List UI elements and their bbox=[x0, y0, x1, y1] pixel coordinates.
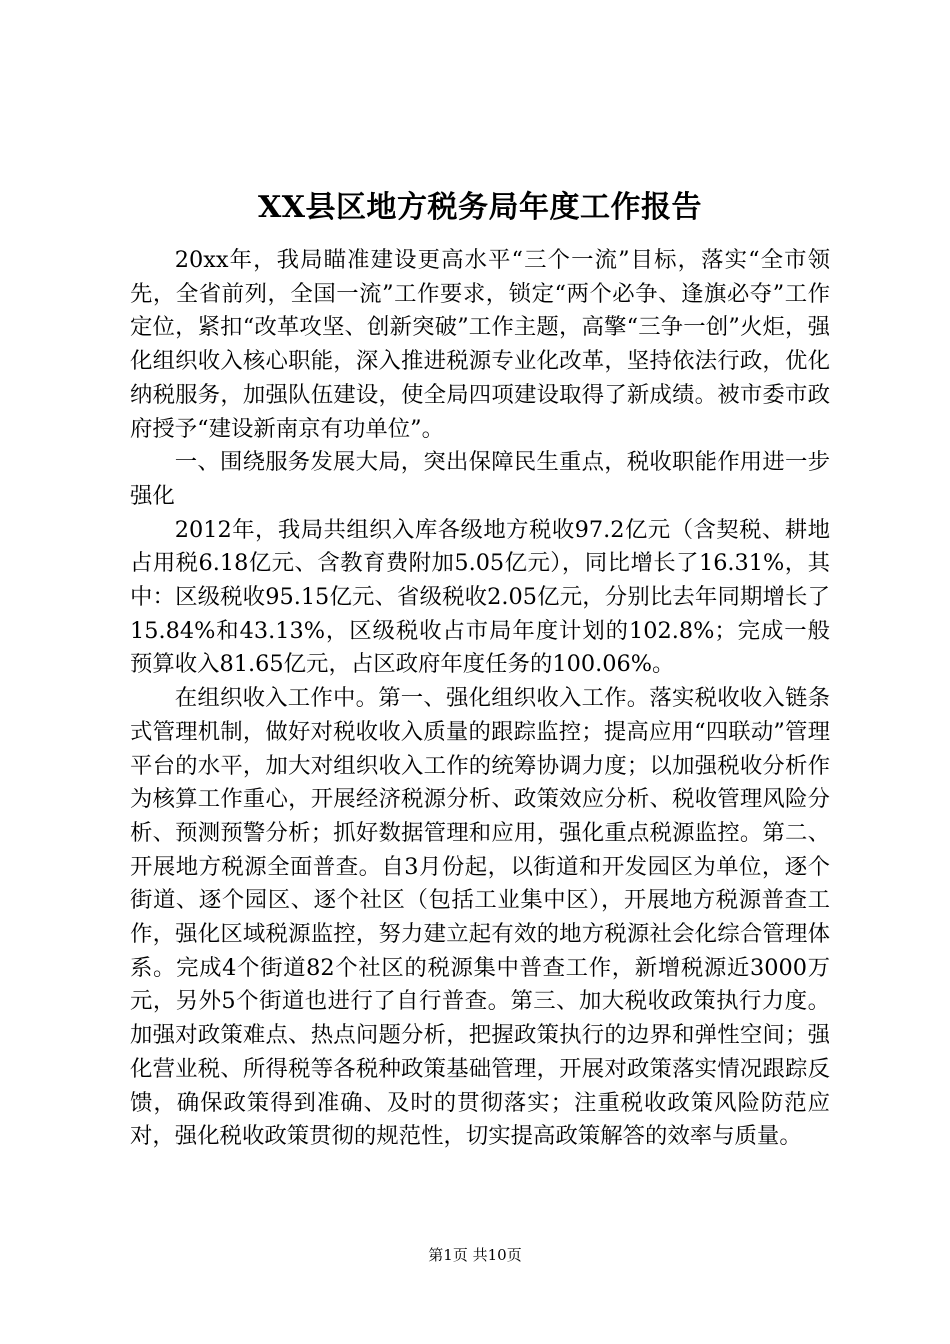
document-page bbox=[130, 180, 830, 1154]
paragraph-intro: 20xx年，我局瞄准建设更高水平“三个一流”目标，落实“全市领先，全省前列，全国一流”工作要求，锁定“两个必争、逢旗必夺”工作定位，紧扣“改革攻坚、创新突破”工作主题，高擎“三争一创”火炬，强化组织收入核心职能，深入推进税源专业化改革，坚持依法行政，优化纳税服务，加强队伍建设，使全局四项建设取得了新成绩。被市委市政府授予“建设新南京有功单位”。 bbox=[130, 247, 830, 442]
paragraph-revenue-work: 在组织收入工作中。第一、强化组织收入工作。落实税收收入链条式管理机制，做好对税收收入质量的跟踪监控；提高应用“四联动”管理平台的水平，加大对组织收入工作的统筹协调力度；以加强税收分析作为核算工作重心，开展经济税源分析、政策效应分析、税收管理风险分析、预测预警分析；抓好数据管理和应用，强化重点税源监控。第二、开展地方税源全面普查。自3月份起，以街道和开发园区为单位，逐个街道、逐个园区、逐个社区（包括工业集中区），开展地方税源普查工作，强化区域税源监控，努力建立起有效的地方税源社会化综合管理体系。完成4个街道82个社区的税源集中普查工作，新增税源近3000万元，另外5个街道也进行了自行普查。第三、加大税收政策执行力度。加强对政策难点、热点问题分析，把握政策执行的边界和弹性空间；强化营业税、所得税等各税种政策基础管理，开展对政策落实情况跟踪反馈，确保政策得到准确、及时的贯彻落实；注重税收政策风险防范应对，强化税收政策贯彻的规范性，切实提高政策解答的效率与质量。 bbox=[130, 685, 830, 1150]
paragraph-section-heading: 一、围绕服务发展大局，突出保障民生重点，税收职能作用进一步强化 bbox=[130, 449, 830, 509]
paragraph-revenue-summary: 2012年，我局共组织入库各级地方税收97.2亿元（含契税、耕地占用税6.18亿元、含教育费附加5.05亿元），同比增长了16.31%，其中：区级税收95.15亿元、省级税收2.05亿元，分别比去年同期增长了15.84%和43.13%，区级税收占市局年度计划的102.8%；完成一般预算收入81.65亿元，占区政府年度任务的100.06%。 bbox=[130, 516, 830, 678]
document-title: XX县区地方税务局年度工作报告 bbox=[257, 190, 703, 225]
page-footer: 第1页 共10页 bbox=[428, 1246, 522, 1264]
